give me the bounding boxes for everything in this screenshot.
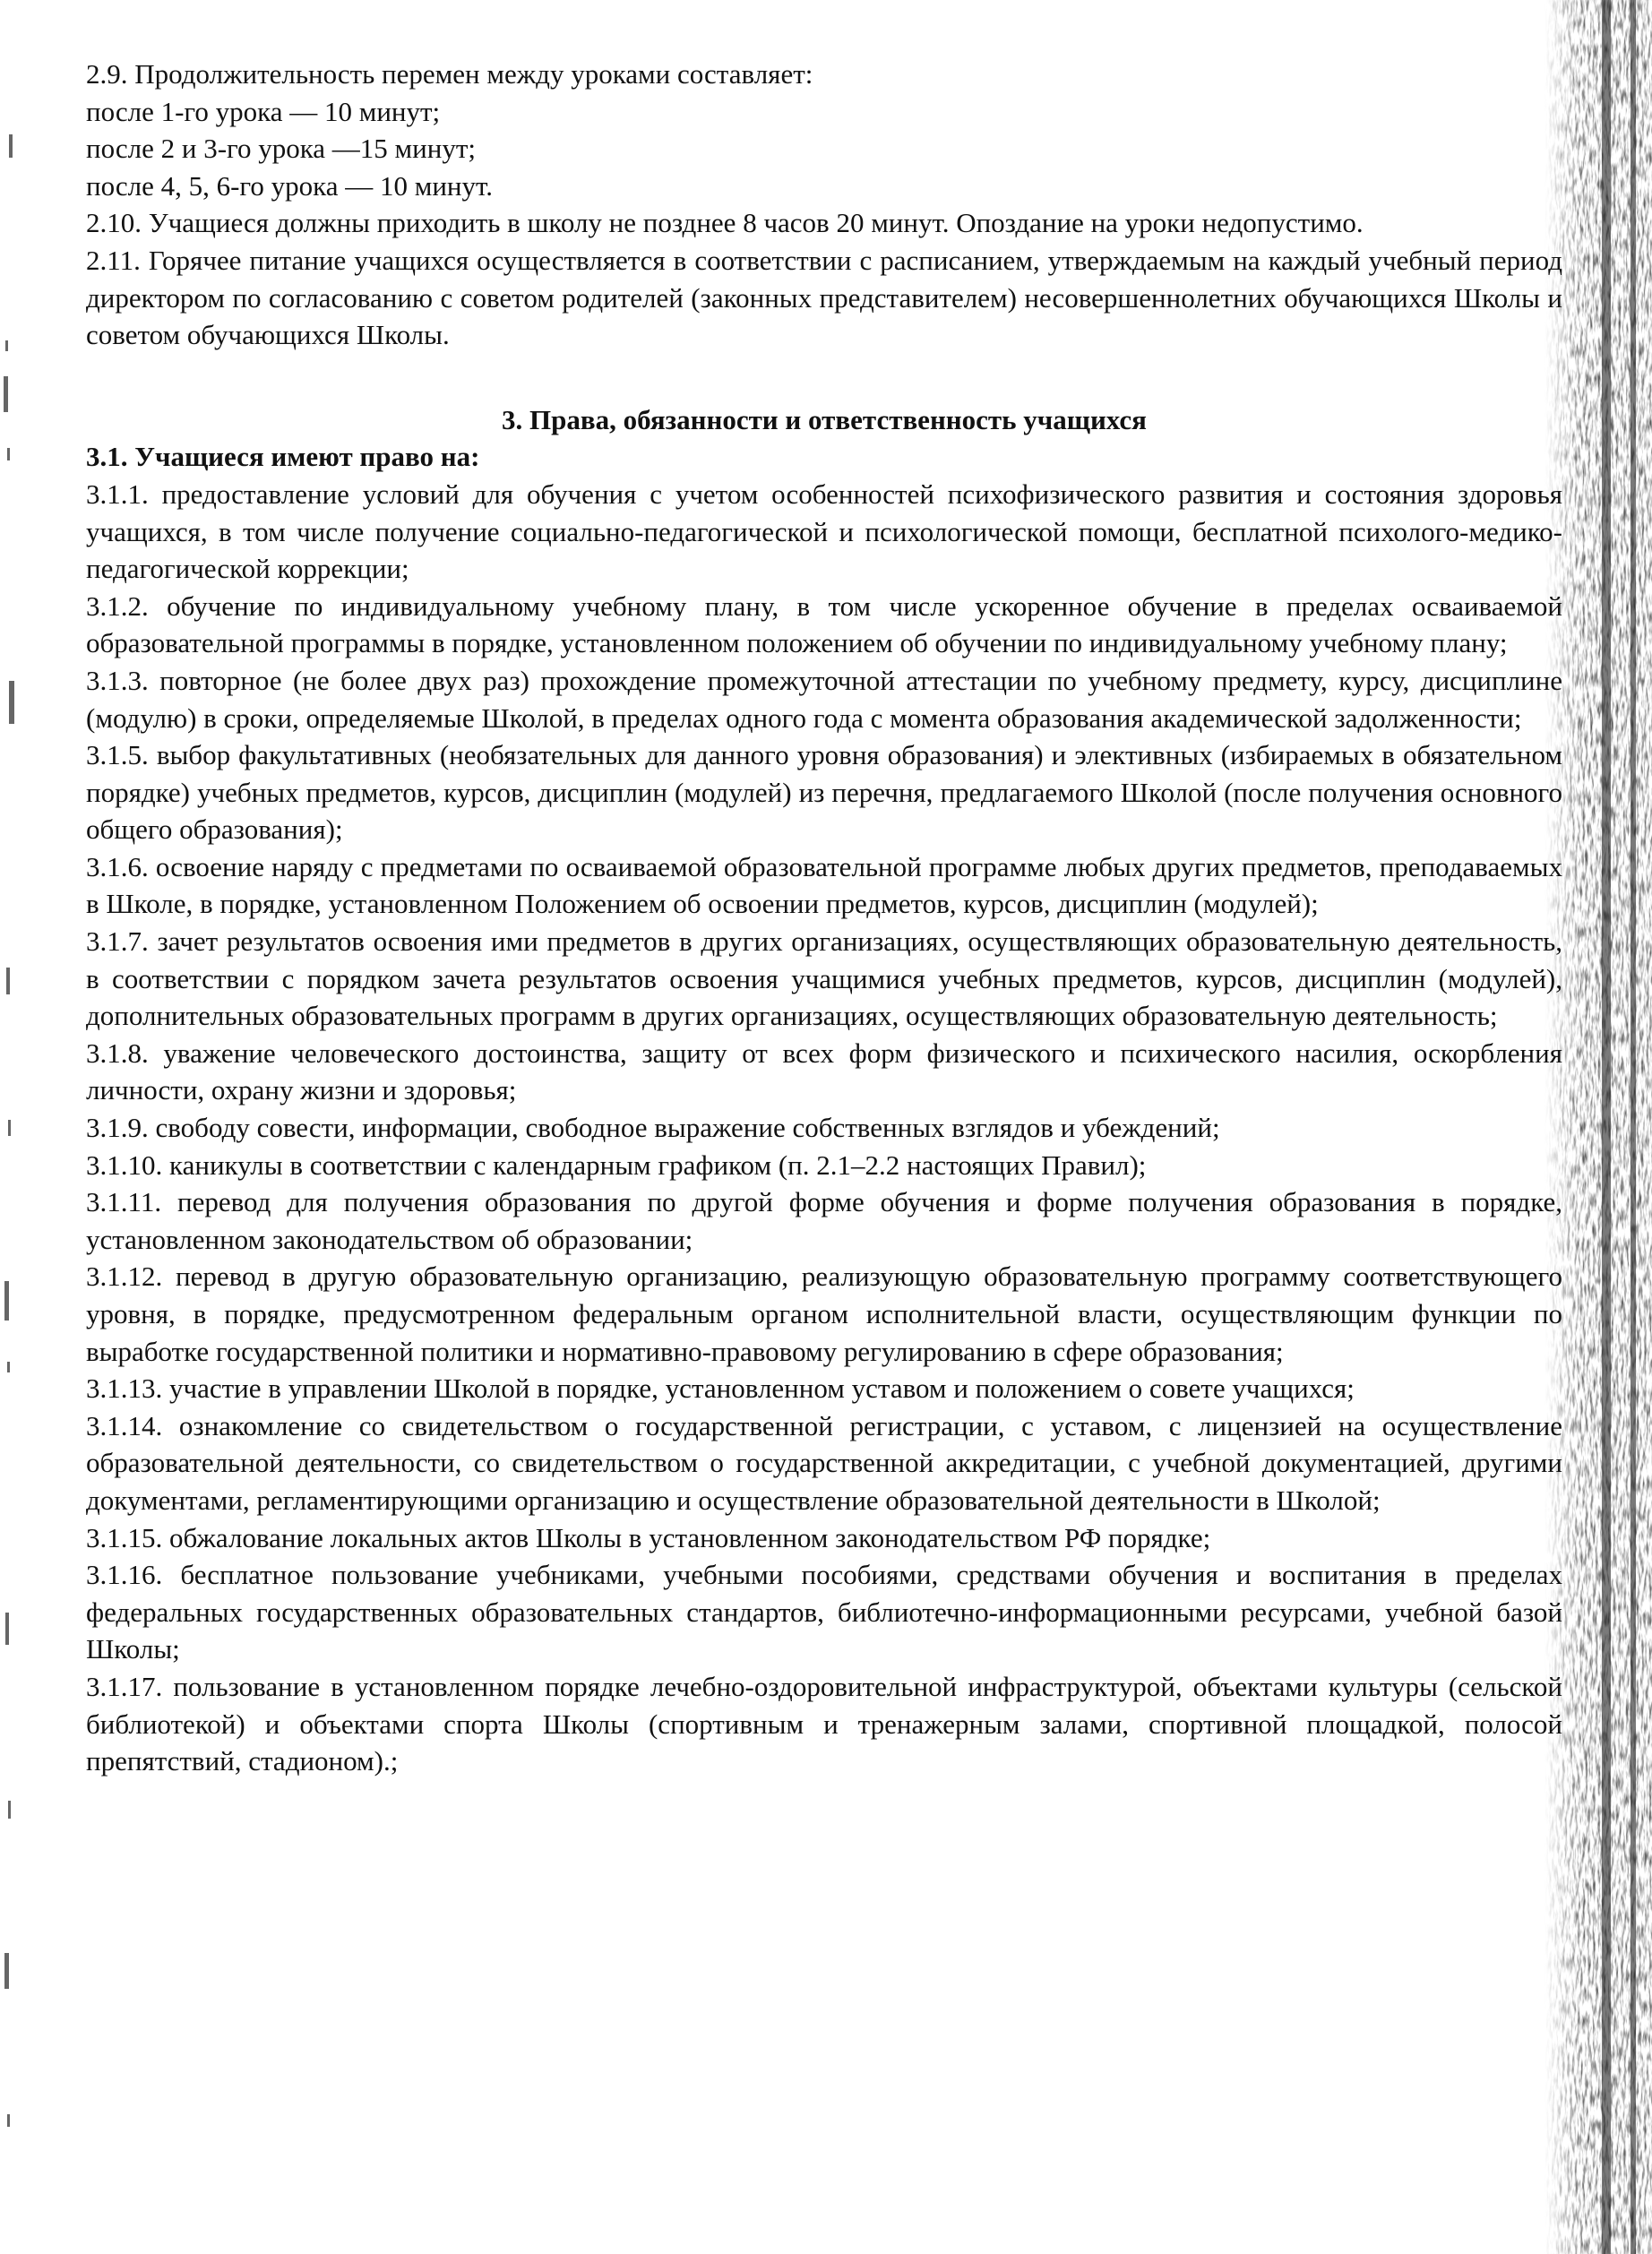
document-body — [86, 56, 1562, 1780]
item-3-1-9: 3.1.9. свободу совести, информации, свободное выражение собственных взглядов и убеждений; — [86, 1112, 1220, 1144]
item-3-1-14: 3.1.14. ознакомление со свидетельством о государственной регистрации, с уставом, с лицензией на осуществление образовательной деятельности, со свидетельством о государственной аккредитации, с учебной документацией, другими документами, регламентирующими организацию и осуществление образовательной деятельности в Школой; — [86, 1409, 1562, 1516]
break-after-lessons-2-3: после 2 и 3-го урока —15 минут; — [86, 133, 477, 165]
section-3-1-title: 3.1. Учащиеся имеют право на: — [86, 441, 480, 473]
item-3-1-3: 3.1.3. повторное (не более двух раз) прохождение промежуточной аттестации по учебному предмету, курсу, дисциплине (модулю) в сроки, определяемые Школой, в пределах одного года с момента образования академической задолженности; — [86, 664, 1562, 734]
section-3-title: 3. Права, обязанности и ответственность учащихся — [502, 403, 1147, 435]
item-3-1-7: 3.1.7. зачет результатов освоения ими предметов в других организациях, осуществляющих образовательную деятельность, в соответствии с порядком зачета результатов освоения учащимися учебных предметов, курсов, дисциплин (модулей), дополнительных образовательных программ в других организациях, осуществляющих образовательную деятельность; — [86, 925, 1562, 1032]
item-3-1-8: 3.1.8. уважение человеческого достоинства, защиту от всех форм физического и психического насилия, оскорбления личности, охрану жизни и здоровья; — [86, 1037, 1562, 1106]
break-after-lesson-1: после 1-го урока — 10 минут; — [86, 95, 441, 127]
item-3-1-10: 3.1.10. каникулы в соответствии с календарным графиком (п. 2.1–2.2 настоящих Правил); — [86, 1149, 1147, 1181]
scan-left-edge-noise — [0, 0, 36, 2254]
item-3-1-11: 3.1.11. перевод для получения образования по другой форме обучения и форме получения образования в порядке, установленном законодательством об образовании; — [86, 1186, 1562, 1255]
item-3-1-13: 3.1.13. участие в управлении Школой в порядке, установленном уставом и положением о совете учащихся; — [86, 1372, 1355, 1405]
item-3-1-1: 3.1.1. предоставление условий для обучения с учетом особенностей психофизического развития и состояния здоровья учащихся, в том числе получение социально-педагогической и психологической помощи, бесплатной психолого-медико-педагогической коррекции; — [86, 477, 1562, 585]
item-3-1-2: 3.1.2. обучение по индивидуальному учебному плану, в том числе ускоренное обучение в пределах осваиваемой образовательной программы в порядке, установленном положением об обучении по индивидуальному учебному плану; — [86, 589, 1562, 659]
item-3-1-6: 3.1.6. освоение наряду с предметами по осваиваемой образовательной программе любых других предметов, преподаваемых в Школе, в порядке, установленном Положением об освоении предметов, курсов, дисциплин (модулей); — [86, 850, 1562, 920]
paragraph-2-10: 2.10. Учащиеся должны приходить в школу не позднее 8 часов 20 минут. Опоздание на уроки недопустимо. — [86, 207, 1364, 239]
break-after-lessons-4-6: после 4, 5, 6-го урока — 10 минут. — [86, 169, 493, 202]
item-3-1-12: 3.1.12. перевод в другую образовательную организацию, реализующую образовательную программу соответствующего уровня, в порядке, предусмотренном федеральным органом исполнительной власти, осуществляющим функции по выработке государственной политики и нормативно-правовому регулированию в сфере образования; — [86, 1260, 1562, 1367]
item-3-1-17: 3.1.17. пользование в установленном порядке лечебно-оздоровительной инфраструктурой, объектами культуры (сельской библиотекой) и объектами спорта Школы (спортивным и тренажерным залами, спортивной площадкой, полосой препятствий, стадионом).; — [86, 1670, 1562, 1777]
item-3-1-16: 3.1.16. бесплатное пользование учебниками, учебными пособиями, средствами обучения и воспитания в пределах федеральных государственных образовательных стандартов, библиотечно-информационными ресурсами, учебной базой Школы; — [86, 1559, 1562, 1665]
paragraph-2-11: 2.11. Горячее питание учащихся осуществляется в соответствии с расписанием, утверждаемым на каждый учебный период директором по согласованию с советом родителей (законных представителем) несовершеннолетних обучающихся Школы и советом обучающихся Школы. — [86, 244, 1562, 351]
item-3-1-5: 3.1.5. выбор факультативных (необязательных для данного уровня образования) и элективных (избираемых в обязательном порядке) учебных предметов, курсов, дисциплин (модулей) из перечня, предлагаемого Школой (после получения основного общего образования); — [86, 739, 1562, 846]
paragraph-2-9: 2.9. Продолжительность перемен между уроками составляет: — [86, 58, 813, 90]
item-3-1-15: 3.1.15. обжалование локальных актов Школы в установленном законодательством РФ порядке; — [86, 1521, 1211, 1553]
